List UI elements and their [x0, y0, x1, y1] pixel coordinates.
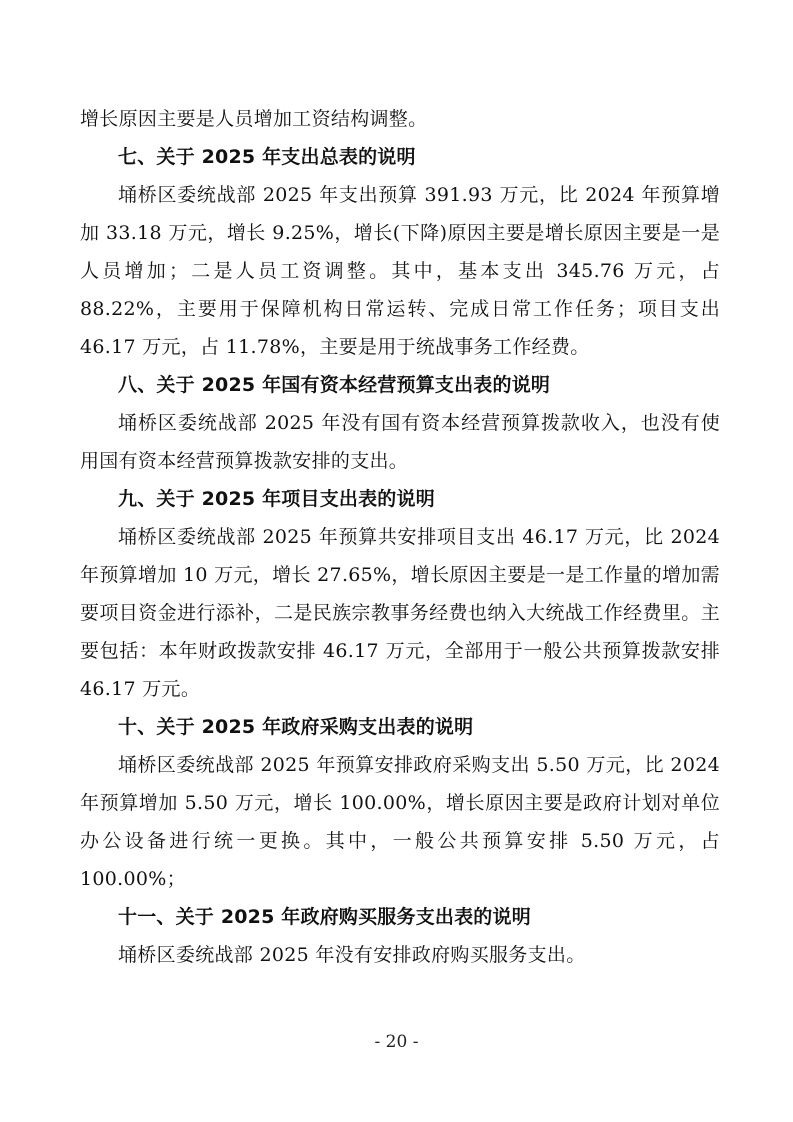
section-11-paragraph: 埇桥区委统战部 2025 年没有安排政府购买服务支出。 — [118, 944, 586, 966]
section-heading-10: 十、关于 2025 年政府采购支出表的说明 — [118, 716, 474, 738]
section-7-paragraph: 埇桥区委统战部 2025 年支出预算 391.93 万元，比 2024 年预算增加 33.18 万元，增长 9.25%，增长(下降)原因主要是增长原因主要是一是人员增加；二是人员工资调整。其中，基本支出 345.76 万元，占 88.22%，主要用于保障机构日常运转、完成日常工作任务；项目支出 46.17 万元，占 11.78%，主要是用于统战事务工作经费。 — [80, 184, 720, 358]
section-8-paragraph: 埇桥区委统战部 2025 年没有国有资本经营预算拨款收入，也没有使用国有资本经营预算拨款安排的支出。 — [80, 412, 720, 472]
document-body — [80, 100, 720, 974]
section-heading-7: 七、关于 2025 年支出总表的说明 — [118, 146, 416, 168]
section-heading-9: 九、关于 2025 年项目支出表的说明 — [118, 488, 435, 510]
continuation-paragraph: 增长原因主要是人员增加工资结构调整。 — [80, 108, 428, 130]
section-heading-11: 十一、关于 2025 年政府购买服务支出表的说明 — [118, 906, 531, 928]
section-9-paragraph: 埇桥区委统战部 2025 年预算共安排项目支出 46.17 万元，比 2024 年预算增加 10 万元，增长 27.65%，增长原因主要是一是工作量的增加需要项目资金进行添补，二是民族宗教事务经费也纳入大统战工作经费里。主要包括：本年财政拨款安排 46.17 万元，全部用于一般公共预算拨款安排 46.17 万元。 — [80, 526, 720, 700]
section-heading-8: 八、关于 2025 年国有资本经营预算支出表的说明 — [118, 374, 551, 396]
section-10-paragraph: 埇桥区委统战部 2025 年预算安排政府采购支出 5.50 万元，比 2024 年预算增加 5.50 万元，增长 100.00%，增长原因主要是政府计划对单位办公设备进行统一更换。其中，一般公共预算安排 5.50 万元，占 100.00%； — [80, 754, 720, 890]
page-number: - 20 - — [374, 1032, 419, 1052]
